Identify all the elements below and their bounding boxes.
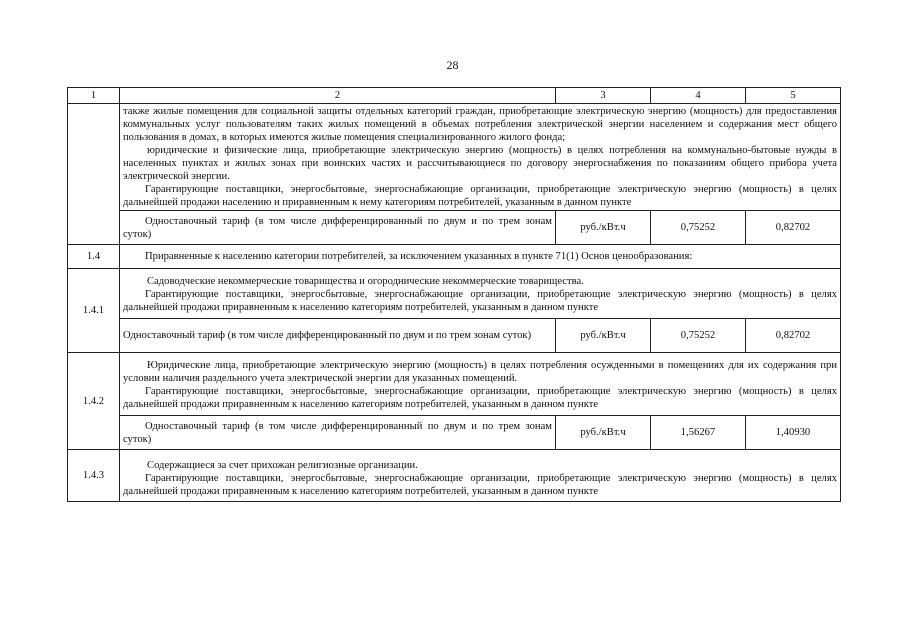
paragraph: юридические и физические лица, приобретающие электрическую энергию (мощность) в целях потребления на коммунально-бытовые нужды в населенных пунктах и жилых зонах при воинских частях и рассчитывающиеся по договору энергоснабжения по показаниям общего прибора учета электрической энергии.: [123, 145, 837, 182]
description-cell: [120, 104, 841, 211]
row-number: 1.4.2: [68, 353, 120, 450]
tariff-value-second-half: 0,82702: [746, 211, 841, 245]
paragraph: Гарантирующие поставщики, энергосбытовые, энергоснабжающие организации, приобретающие электрическую энергию (мощность) в целях дальнейшей продажи приравненным к населению категориям потребителей, указанным в данном пункте: [123, 386, 837, 410]
header-row: [68, 88, 841, 104]
tariff-value-first-half: 1,56267: [651, 416, 746, 450]
tariff-unit: руб./кВт.ч: [556, 211, 651, 245]
tariff-row: [68, 416, 841, 450]
page-number: 28: [446, 58, 459, 72]
description-cell: [120, 269, 841, 319]
table-row: [68, 353, 841, 416]
header-col-1: 1: [68, 88, 120, 104]
table-row: [68, 450, 841, 502]
tariff-value-first-half: 0,75252: [651, 319, 746, 353]
tariff-value-second-half: 0,82702: [746, 319, 841, 353]
row-number: 1.4: [68, 245, 120, 269]
row-number-empty: [68, 104, 120, 245]
row-number: 1.4.3: [68, 450, 120, 502]
tariff-value-second-half: 1,40930: [746, 416, 841, 450]
paragraph: Содержащиеся за счет прихожан религиозные организации.: [147, 459, 418, 471]
tariff-row: [68, 211, 841, 245]
tariff-label: Одноставочный тариф (в том числе дифференцированный по двум и по трем зонам суток): [120, 211, 556, 245]
paragraph: Юридические лица, приобретающие электрическую энергию (мощность) в целях потребления осужденными в помещениях для их содержания при условии наличия раздельного учета электрической энергии для указанных помещений.: [123, 360, 837, 384]
header-col-5: 5: [746, 88, 841, 104]
table-row: [68, 269, 841, 319]
description-cell: [120, 353, 841, 416]
tariff-unit: руб./кВт.ч: [556, 416, 651, 450]
tariff-row: [68, 319, 841, 353]
paragraph: Садоводческие некоммерческие товарищества и огороднические некоммерческие товарищества.: [147, 276, 584, 287]
header-col-3: 3: [556, 88, 651, 104]
row-number: 1.4.1: [68, 269, 120, 353]
section-heading: Приравненные к населению категории потребителей, за исключением указанных в пункте 71(1) Основ ценообразования:: [120, 245, 841, 269]
tariff-table: [67, 87, 841, 502]
tariff-label: Одноставочный тариф (в том числе дифференцированный по двум и по трем зонам суток): [120, 319, 556, 353]
tariff-label: Одноставочный тариф (в том числе дифференцированный по двум и по трем зонам суток): [120, 416, 556, 450]
tariff-value-first-half: 0,75252: [651, 211, 746, 245]
table-row: [68, 245, 841, 269]
paragraph: Гарантирующие поставщики, энергосбытовые, энергоснабжающие организации, приобретающие электрическую энергию (мощность) в целях дальнейшей продажи приравненным к населению категориям потребителей, указанным в данном пункте: [123, 472, 837, 497]
header-col-2: 2: [120, 88, 556, 104]
description-cell: [120, 450, 841, 502]
paragraph: Гарантирующие поставщики, энергосбытовые, энергоснабжающие организации, приобретающие электрическую энергию (мощность) в целях дальнейшей продажи населению и приравненным к нему категориям потребителей, указанным в данном пункте: [123, 184, 837, 208]
paragraph: Гарантирующие поставщики, энергосбытовые, энергоснабжающие организации, приобретающие электрическую энергию (мощность) в целях дальнейшей продажи приравненным к населению категориям потребителей, указанным в данном пункте: [123, 289, 837, 313]
tariff-unit: руб./кВт.ч: [556, 319, 651, 353]
header-col-4: 4: [651, 88, 746, 104]
table-row: [68, 104, 841, 211]
paragraph: также жилые помещения для социальной защиты отдельных категорий граждан, приобретающие электрическую энергию (мощность) для предоставления коммунальных услуг пользователям таких жилых помещений в объемах потребления электрической энергии населением и содержания мест общего пользования в домах, в которых имеются жилые помещения специализированного жилого фонда;: [123, 106, 837, 143]
